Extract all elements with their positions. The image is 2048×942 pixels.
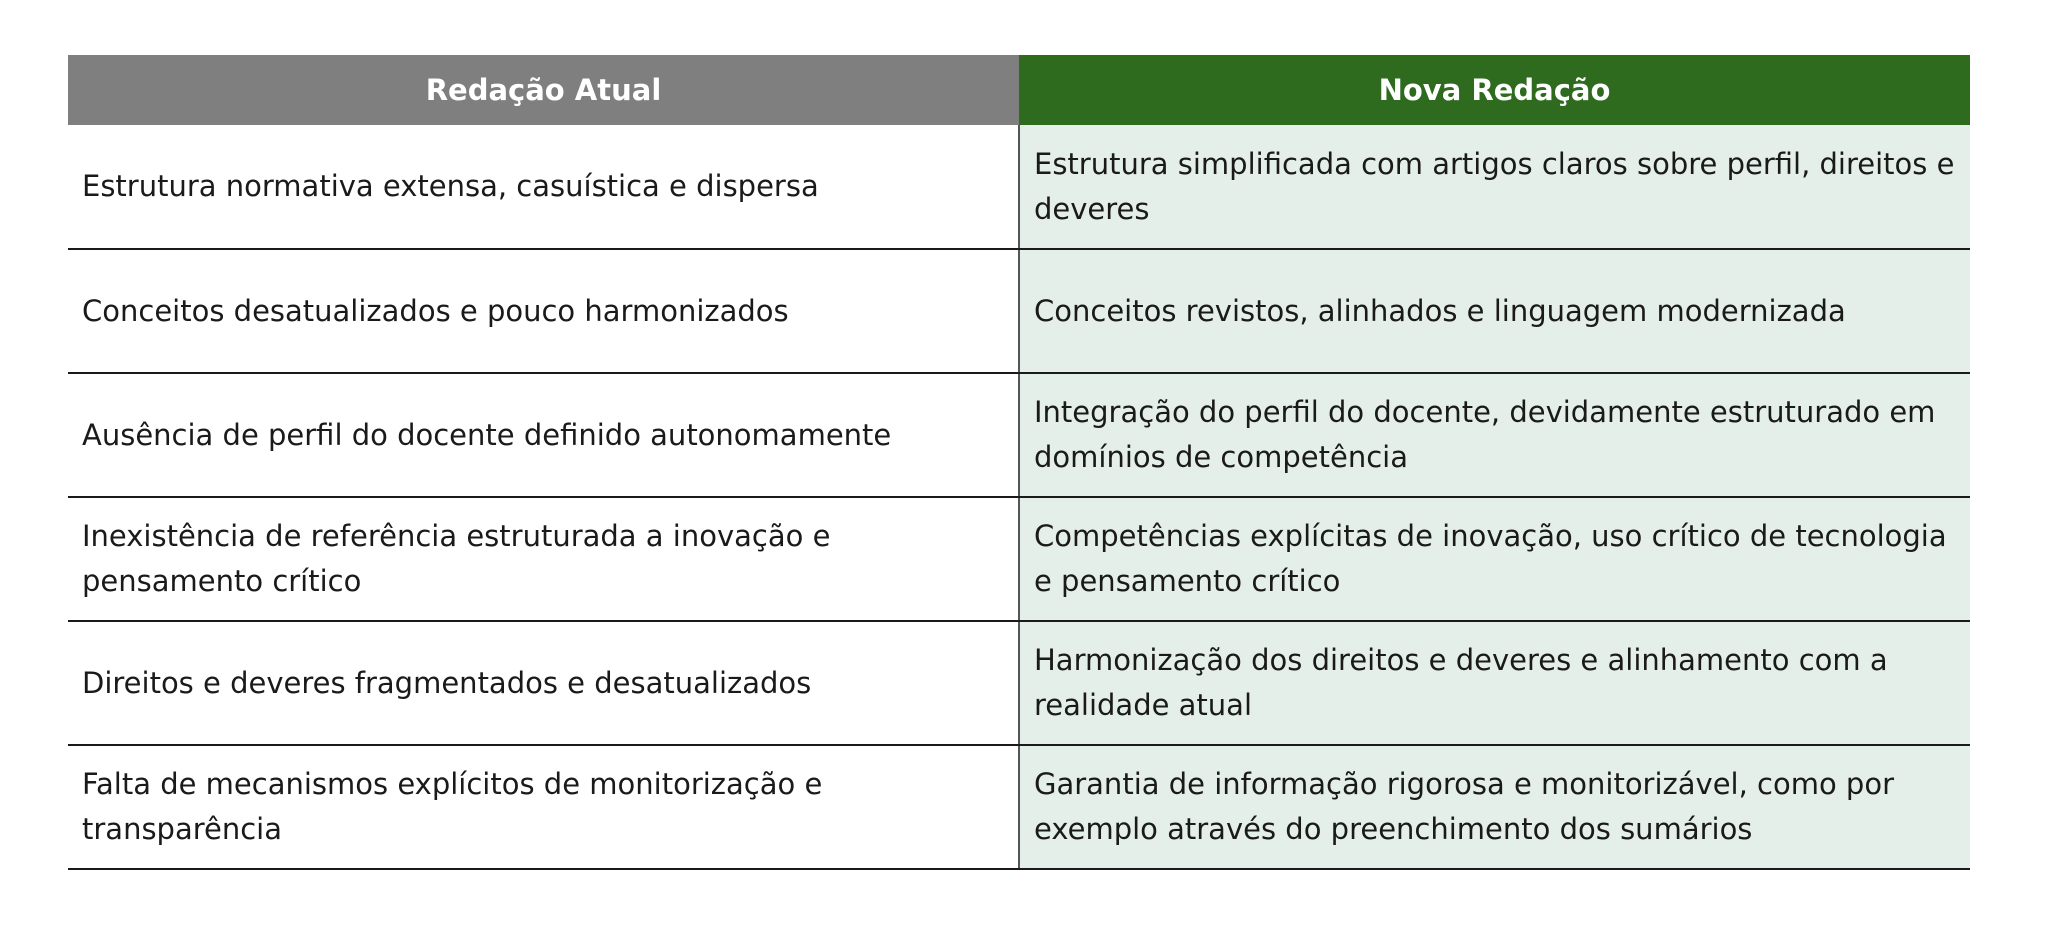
cell-current: Estrutura normativa extensa, casuística e dispersa [68,125,1019,249]
header-row [68,55,1970,125]
cell-new: Conceitos revistos, alinhados e linguagem modernizada [1019,249,1970,373]
header-current: Redação Atual [68,55,1019,125]
cell-current: Conceitos desatualizados e pouco harmonizados [68,249,1019,373]
table-header [68,55,1970,125]
cell-new: Garantia de informação rigorosa e monitorizável, como por exemplo através do preenchimento dos sumários [1019,745,1970,869]
cell-current: Direitos e deveres fragmentados e desatualizados [68,621,1019,745]
table-row [68,621,1970,745]
cell-new: Competências explícitas de inovação, uso crítico de tecnologia e pensamento crítico [1019,497,1970,621]
table-row [68,745,1970,869]
cell-new: Harmonização dos direitos e deveres e alinhamento com a realidade atual [1019,621,1970,745]
cell-new: Integração do perfil do docente, devidamente estruturado em domínios de competência [1019,373,1970,497]
table-row [68,125,1970,249]
table-body [68,125,1970,869]
header-new: Nova Redação [1019,55,1970,125]
cell-current: Ausência de perfil do docente definido autonomamente [68,373,1019,497]
table-row [68,249,1970,373]
cell-current: Inexistência de referência estruturada a inovação e pensamento crítico [68,497,1019,621]
table-row [68,497,1970,621]
cell-new: Estrutura simplificada com artigos claros sobre perfil, direitos e deveres [1019,125,1970,249]
cell-current: Falta de mecanismos explícitos de monitorização e transparência [68,745,1019,869]
comparison-table [68,55,1970,870]
table-row [68,373,1970,497]
